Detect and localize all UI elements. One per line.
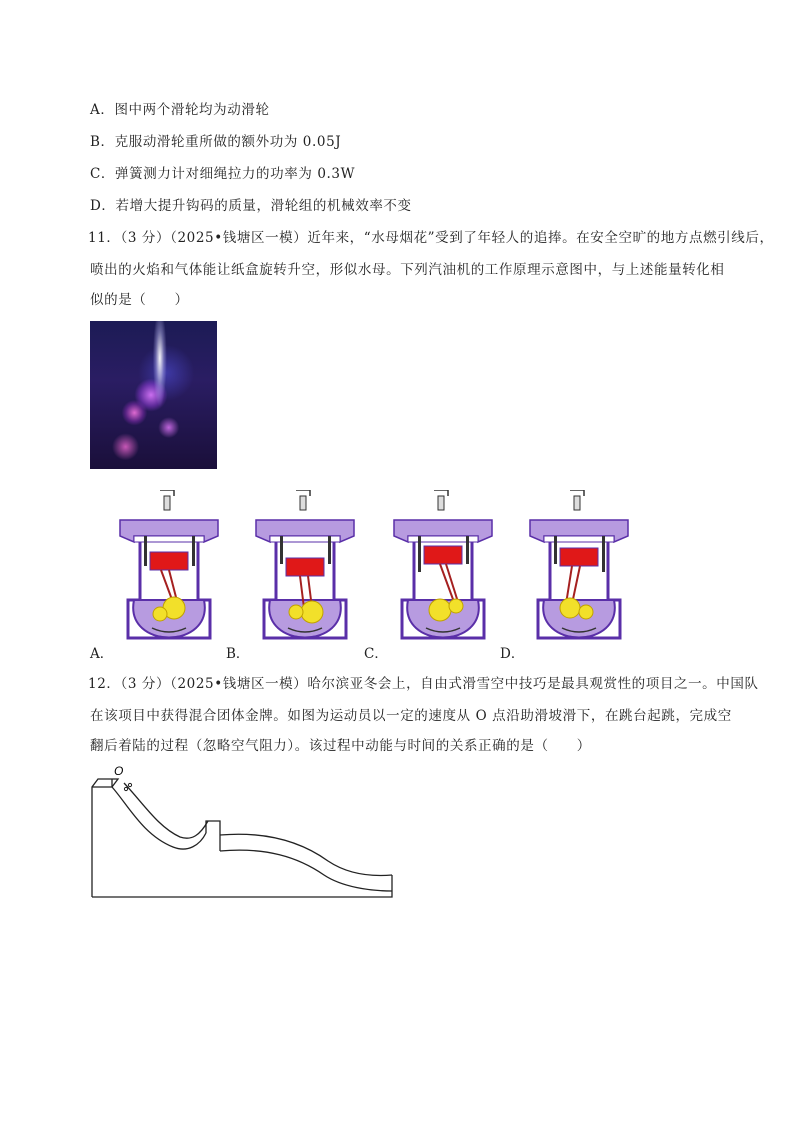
engine-label-d: D． xyxy=(500,646,525,662)
q12-stem-line3: 翻后着陆的过程（忽略空气阻力）。该过程中动能与时间的关系正确的是（ ） xyxy=(90,738,591,754)
ski-slope-figure xyxy=(88,765,398,905)
engine-label-c: C． xyxy=(364,646,388,662)
engine-diagram-c xyxy=(388,490,498,650)
engine-diagram-a xyxy=(114,490,224,650)
q10-option-b: B．克服动滑轮重所做的额外功为 0.05J xyxy=(90,134,342,150)
q11-stem-line3: 似的是（ ） xyxy=(90,292,189,308)
engine-diagram-b xyxy=(250,490,360,650)
jellyfish-firework-photo xyxy=(90,321,217,469)
q10-option-d: D．若增大提升钩码的质量，滑轮组的机械效率不变 xyxy=(90,198,412,214)
engine-label-b: B． xyxy=(226,646,250,662)
point-o-label: O xyxy=(114,765,124,778)
engine-label-a: A． xyxy=(90,646,114,662)
q10-option-a: A．图中两个滑轮均为动滑轮 xyxy=(90,102,270,118)
q11-stem-line1: 11．（3 分）（2025•钱塘区一模）近年来，“水母烟花”受到了年轻人的追捧。在安全空旷的地方点燃引线后， xyxy=(88,230,774,246)
engine-diagram-d xyxy=(524,490,634,650)
q12-stem-line1: 12．（3 分）（2025•钱塘区一模）哈尔滨亚冬会上，自由式滑雪空中技巧是最具观赏性的项目之一。中国队 xyxy=(88,676,759,692)
q10-option-c: C．弹簧测力计对细绳拉力的功率为 0.3W xyxy=(90,166,356,182)
q12-stem-line2: 在该项目中获得混合团体金牌。如图为运动员以一定的速度从 O 点沿助滑坡滑下，在跳台起跳，完成空 xyxy=(90,708,732,724)
q11-stem-line2: 喷出的火焰和气体能让纸盒旋转升空，形似水母。下列汽油机的工作原理示意图中，与上述能量转化相 xyxy=(90,262,725,278)
